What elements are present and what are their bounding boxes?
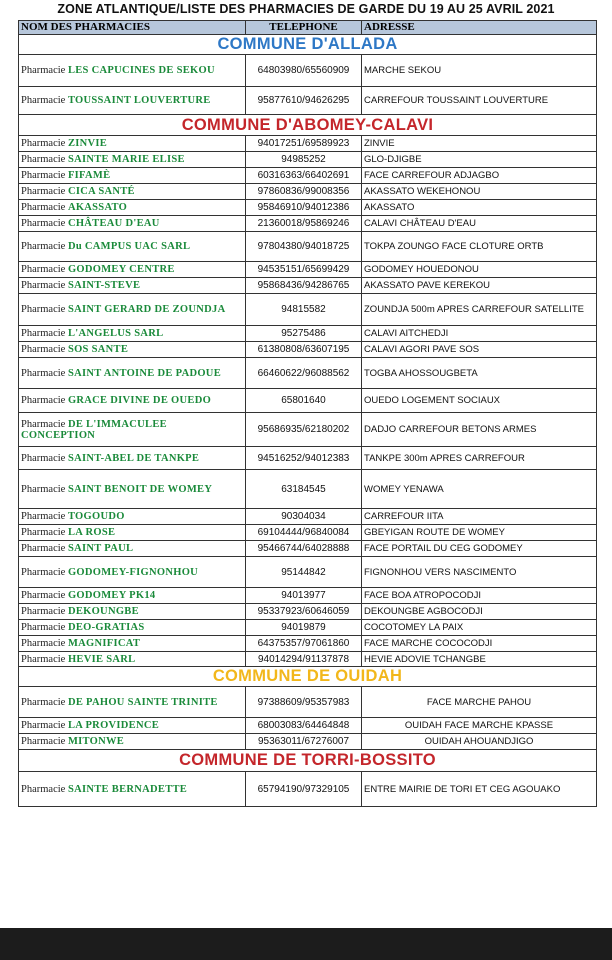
document-title: ZONE ATLANTIQUE/LISTE DES PHARMACIES DE GARDE DU 19 AU 25 AVRIL 2021: [57, 2, 555, 16]
pharmacy-name: FIFAMÈ: [67, 170, 111, 181]
pharmacy-address: COCOTOMEY LA PAIX: [362, 620, 597, 636]
pharmacy-prefix: Pharmacie: [21, 280, 66, 291]
header-name: NOM DES PHARMACIES: [19, 21, 246, 35]
pharmacy-address: FACE MARCHE COCOCODJI: [362, 636, 597, 652]
pharmacy-telephone: 68003083/64464848: [246, 718, 362, 734]
pharmacy-name-cell: [19, 734, 246, 750]
table-row: [19, 588, 597, 604]
pharmacy-name: SOS SANTE: [67, 344, 129, 355]
table-row: [19, 525, 597, 541]
pharmacy-name-cell: [19, 604, 246, 620]
pharmacy-prefix: Pharmacie: [21, 138, 66, 149]
pharmacy-name-cell: [19, 525, 246, 541]
pharmacy-name-cell: [19, 55, 246, 87]
pharmacy-prefix: Pharmacie: [21, 264, 66, 275]
pharmacy-prefix: Pharmacie: [21, 65, 66, 76]
commune-row: [19, 667, 597, 687]
pharmacy-prefix: Pharmacie: [21, 527, 66, 538]
pharmacy-address: DADJO CARREFOUR BETONS ARMES: [362, 413, 597, 447]
pharmacy-telephone: 64803980/65560909: [246, 55, 362, 87]
pharmacy-prefix: Pharmacie: [21, 395, 66, 406]
pharmacy-address: AKASSATO WEKEHONOU: [362, 184, 597, 200]
pharmacy-telephone: 95275486: [246, 326, 362, 342]
table-row: [19, 294, 597, 326]
pharmacy-prefix: Pharmacie: [21, 736, 66, 747]
pharmacy-address: WOMEY YENAWA: [362, 470, 597, 509]
pharmacy-address: FACE BOA ATROPOCODJI: [362, 588, 597, 604]
table-row: [19, 718, 597, 734]
pharmacy-name: DE L'IMMACULEE CONCEPTION: [21, 418, 167, 441]
pharmacy-address: CARREFOUR IITA: [362, 509, 597, 525]
pharmacy-name: CICA SANTÉ: [67, 186, 135, 197]
pharmacy-address: AKASSATO: [362, 200, 597, 216]
pharmacy-prefix: Pharmacie: [21, 590, 66, 601]
pharmacy-telephone: 94516252/94012383: [246, 447, 362, 470]
table-row: [19, 216, 597, 232]
pharmacy-telephone: 65801640: [246, 389, 362, 413]
pharmacy-address: TOGBA AHOSSOUGBETA: [362, 358, 597, 389]
pharmacy-address: FACE CARREFOUR ADJAGBO: [362, 168, 597, 184]
pharmacy-prefix: Pharmacie: [21, 304, 66, 315]
pharmacy-telephone: 69104444/96840084: [246, 525, 362, 541]
pharmacy-prefix: Pharmacie: [21, 241, 66, 252]
pharmacy-name-cell: [19, 184, 246, 200]
pharmacy-telephone: 21360018/95869246: [246, 216, 362, 232]
pharmacy-name-cell: [19, 557, 246, 588]
table-row: [19, 152, 597, 168]
pharmacy-name-cell: [19, 509, 246, 525]
bottom-bar: [0, 928, 612, 960]
pharmacy-prefix: Pharmacie: [21, 218, 66, 229]
pharmacy-name: SAINTE BERNADETTE: [67, 783, 188, 795]
table-row: [19, 342, 597, 358]
table-row: [19, 541, 597, 557]
pharmacy-address: FACE MARCHE PAHOU: [362, 687, 597, 718]
pharmacy-prefix: Pharmacie: [21, 95, 66, 106]
pharmacy-name-cell: [19, 326, 246, 342]
pharmacy-telephone: 94019879: [246, 620, 362, 636]
table-row: [19, 620, 597, 636]
pharmacy-address: OUIDAH FACE MARCHE KPASSE: [362, 718, 597, 734]
pharmacy-name: LES CAPUCINES DE SEKOU: [67, 65, 215, 76]
table-row: [19, 389, 597, 413]
table-row: [19, 262, 597, 278]
table-row: [19, 55, 597, 87]
pharmacy-prefix: Pharmacie: [21, 783, 66, 795]
table-row: [19, 447, 597, 470]
pharmacy-telephone: 60316363/66402691: [246, 168, 362, 184]
pharmacy-name: SAINT BENOIT DE WOMEY: [67, 483, 213, 495]
pharmacy-table: [18, 20, 597, 807]
pharmacy-name: SAINT ANTOINE DE PADOUE: [67, 367, 221, 379]
pharmacy-name-cell: [19, 358, 246, 389]
pharmacy-name-cell: [19, 389, 246, 413]
pharmacy-name: LA ROSE: [67, 527, 116, 538]
pharmacy-name: DEO-GRATIAS: [67, 622, 145, 633]
pharmacy-prefix: Pharmacie: [21, 511, 66, 522]
pharmacy-telephone: 63184545: [246, 470, 362, 509]
commune-row: [19, 750, 597, 772]
pharmacy-name: SAINT PAUL: [67, 543, 134, 554]
pharmacy-telephone: 97388609/95357983: [246, 687, 362, 718]
pharmacy-name: AKASSATO: [67, 202, 128, 213]
table-row: [19, 232, 597, 262]
pharmacy-name-cell: [19, 278, 246, 294]
pharmacy-name-cell: [19, 168, 246, 184]
pharmacy-telephone: 94013977: [246, 588, 362, 604]
pharmacy-prefix: Pharmacie: [21, 418, 66, 430]
pharmacy-address: CARREFOUR TOUSSAINT LOUVERTURE: [362, 87, 597, 115]
pharmacy-name: HEVIE SARL: [67, 653, 136, 665]
pharmacy-prefix: Pharmacie: [21, 696, 66, 708]
table-row: [19, 604, 597, 620]
pharmacy-name: LA PROVIDENCE: [67, 720, 160, 731]
table-header-row: [19, 21, 597, 35]
pharmacy-name: SAINTE MARIE ELISE: [67, 154, 185, 165]
pharmacy-name: Du CAMPUS UAC SARL: [67, 241, 191, 252]
table-row: [19, 184, 597, 200]
pharmacy-name-cell: [19, 652, 246, 667]
table-row: [19, 652, 597, 667]
pharmacy-address: CALAVI CHÂTEAU D'EAU: [362, 216, 597, 232]
pharmacy-telephone: 97860836/99008356: [246, 184, 362, 200]
pharmacy-telephone: 95686935/62180202: [246, 413, 362, 447]
pharmacy-prefix: Pharmacie: [21, 154, 66, 165]
table-row: [19, 557, 597, 588]
pharmacy-address: CALAVI AITCHEDJI: [362, 326, 597, 342]
pharmacy-name-cell: [19, 447, 246, 470]
pharmacy-prefix: Pharmacie: [21, 483, 66, 495]
pharmacy-address: TANKPE 300m APRES CARREFOUR: [362, 447, 597, 470]
pharmacy-prefix: Pharmacie: [21, 622, 66, 633]
pharmacy-address: AKASSATO PAVE KEREKOU: [362, 278, 597, 294]
pharmacy-address: TOKPA ZOUNGO FACE CLOTURE ORTB: [362, 232, 597, 262]
pharmacy-telephone: 65794190/97329105: [246, 772, 362, 807]
pharmacy-telephone: 95144842: [246, 557, 362, 588]
pharmacy-prefix: Pharmacie: [21, 566, 66, 578]
pharmacy-address: GBEYIGAN ROUTE DE WOMEY: [362, 525, 597, 541]
pharmacy-telephone: 94535151/65699429: [246, 262, 362, 278]
pharmacy-prefix: Pharmacie: [21, 452, 66, 464]
pharmacy-name: GODOMEY PK14: [67, 590, 156, 601]
pharmacy-name: TOUSSAINT LOUVERTURE: [67, 95, 211, 106]
pharmacy-name-cell: [19, 588, 246, 604]
table-row: [19, 136, 597, 152]
pharmacy-prefix: Pharmacie: [21, 653, 66, 665]
pharmacy-name-cell: [19, 232, 246, 262]
pharmacy-telephone: 90304034: [246, 509, 362, 525]
table-row: [19, 470, 597, 509]
pharmacy-name-cell: [19, 262, 246, 278]
pharmacy-name-cell: [19, 470, 246, 509]
pharmacy-name: TOGOUDO: [67, 511, 125, 522]
table-row: [19, 413, 597, 447]
pharmacy-telephone: 94985252: [246, 152, 362, 168]
pharmacy-name: DE PAHOU SAINTE TRINITE: [67, 696, 218, 708]
pharmacy-name-cell: [19, 718, 246, 734]
header-telephone: TELEPHONE: [246, 21, 362, 35]
pharmacy-telephone: 94815582: [246, 294, 362, 326]
pharmacy-telephone: 94017251/69589923: [246, 136, 362, 152]
table-row: [19, 734, 597, 750]
commune-row: [19, 115, 597, 136]
pharmacy-address: DEKOUNGBE AGBOCODJI: [362, 604, 597, 620]
pharmacy-prefix: Pharmacie: [21, 720, 66, 731]
pharmacy-name-cell: [19, 687, 246, 718]
pharmacy-name-cell: [19, 541, 246, 557]
pharmacy-name-cell: [19, 152, 246, 168]
pharmacy-telephone: 95877610/94626295: [246, 87, 362, 115]
pharmacy-name-cell: [19, 342, 246, 358]
pharmacy-address: FIGNONHOU VERS NASCIMENTO: [362, 557, 597, 588]
pharmacy-name: L'ANGELUS SARL: [67, 328, 164, 339]
table-row: [19, 87, 597, 115]
pharmacy-address: CALAVI AGORI PAVE SOS: [362, 342, 597, 358]
pharmacy-name: SAINT-ABEL DE TANKPE: [67, 452, 200, 464]
pharmacy-prefix: Pharmacie: [21, 606, 66, 617]
commune-heading: COMMUNE DE TORRI-BOSSITO: [19, 750, 597, 772]
pharmacy-address: ZOUNDJA 500m APRES CARREFOUR SATELLITE: [362, 294, 597, 326]
pharmacy-prefix: Pharmacie: [21, 328, 66, 339]
pharmacy-name-cell: [19, 216, 246, 232]
table-row: [19, 636, 597, 652]
pharmacy-telephone: 95363011/67276007: [246, 734, 362, 750]
pharmacy-prefix: Pharmacie: [21, 170, 66, 181]
pharmacy-name: MAGNIFICAT: [67, 638, 141, 649]
pharmacy-name: SAINT GERARD DE ZOUNDJA: [67, 304, 226, 315]
commune-heading: COMMUNE D'ALLADA: [19, 35, 597, 55]
table-row: [19, 278, 597, 294]
pharmacy-prefix: Pharmacie: [21, 367, 66, 379]
pharmacy-name-cell: [19, 136, 246, 152]
pharmacy-name: GODOMEY CENTRE: [67, 264, 175, 275]
table-row: [19, 200, 597, 216]
table-row: [19, 358, 597, 389]
pharmacy-telephone: 95466744/64028888: [246, 541, 362, 557]
pharmacy-telephone: 95868436/94286765: [246, 278, 362, 294]
pharmacy-name-cell: [19, 294, 246, 326]
pharmacy-name: DEKOUNGBE: [67, 606, 139, 617]
pharmacy-telephone: 97804380/94018725: [246, 232, 362, 262]
pharmacy-name-cell: [19, 413, 246, 447]
pharmacy-prefix: Pharmacie: [21, 344, 66, 355]
pharmacy-name: ZINVIE: [67, 138, 108, 149]
pharmacy-name-cell: [19, 636, 246, 652]
pharmacy-name: CHÂTEAU D'EAU: [67, 218, 160, 229]
pharmacy-name: SAINT-STEVE: [67, 280, 141, 291]
header-address: ADRESSE: [362, 21, 597, 35]
pharmacy-prefix: Pharmacie: [21, 638, 66, 649]
pharmacy-name-cell: [19, 620, 246, 636]
pharmacy-telephone: 64375357/97061860: [246, 636, 362, 652]
pharmacy-name: MITONWE: [67, 736, 125, 747]
table-row: [19, 326, 597, 342]
pharmacy-prefix: Pharmacie: [21, 186, 66, 197]
table-row: [19, 772, 597, 807]
pharmacy-telephone: 95337923/60646059: [246, 604, 362, 620]
pharmacy-address: MARCHE SEKOU: [362, 55, 597, 87]
pharmacy-telephone: 94014294/91137878: [246, 652, 362, 667]
pharmacy-name-cell: [19, 87, 246, 115]
pharmacy-address: GODOMEY HOUEDONOU: [362, 262, 597, 278]
pharmacy-address: OUEDO LOGEMENT SOCIAUX: [362, 389, 597, 413]
commune-row: [19, 35, 597, 55]
table-row: [19, 509, 597, 525]
pharmacy-telephone: 66460622/96088562: [246, 358, 362, 389]
pharmacy-address: ZINVIE: [362, 136, 597, 152]
pharmacy-prefix: Pharmacie: [21, 202, 66, 213]
pharmacy-name-cell: [19, 200, 246, 216]
pharmacy-address: OUIDAH AHOUANDJIGO: [362, 734, 597, 750]
pharmacy-prefix: Pharmacie: [21, 543, 66, 554]
pharmacy-name: GODOMEY-FIGNONHOU: [67, 566, 199, 578]
pharmacy-telephone: 61380808/63607195: [246, 342, 362, 358]
commune-heading: COMMUNE D'ABOMEY-CALAVI: [19, 115, 597, 136]
pharmacy-address: FACE PORTAIL DU CEG GODOMEY: [362, 541, 597, 557]
table-row: [19, 168, 597, 184]
pharmacy-address: ENTRE MAIRIE DE TORI ET CEG AGOUAKO: [362, 772, 597, 807]
pharmacy-name: GRACE DIVINE DE OUEDO: [67, 395, 212, 406]
pharmacy-telephone: 95846910/94012386: [246, 200, 362, 216]
pharmacy-name-cell: [19, 772, 246, 807]
table-row: [19, 687, 597, 718]
commune-heading: COMMUNE DE OUIDAH: [19, 667, 597, 687]
pharmacy-address: HEVIE ADOVIE TCHANGBE: [362, 652, 597, 667]
pharmacy-address: GLO-DJIGBE: [362, 152, 597, 168]
